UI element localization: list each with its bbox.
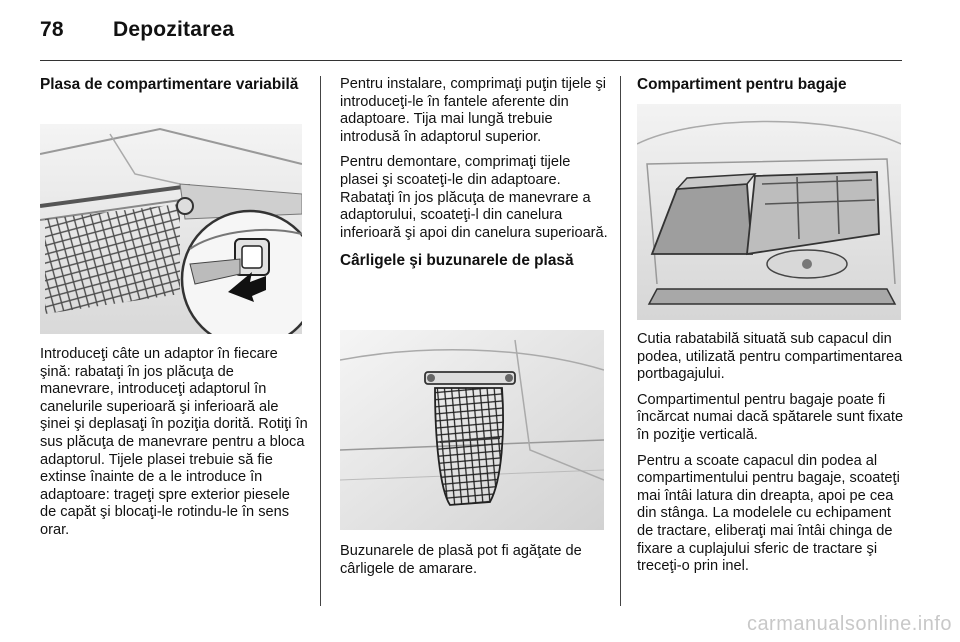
page-number: 78	[40, 18, 64, 41]
net-pocket-illustration	[340, 330, 604, 530]
column-divider-right	[620, 76, 621, 606]
floor-cover-removal-paragraph: Pentru a scoate capacul din podea al compartimentului pentru bagaje, scoateţi mai întâi latura din dreapta, apoi pe cea din stânga. La modelele cu echipament de tractare, eliberaţi mai întâi chinga de fixare a cuplajului sferic de tractare şi treceţi-o prin inel.	[637, 452, 900, 575]
cargo-net-adapter-illustration	[40, 124, 302, 334]
heading-hooks-pockets: Cârligele şi buzunarele de plasă	[340, 252, 574, 270]
column-3-body	[637, 331, 907, 584]
removal-paragraph: Pentru demontare, comprimaţi tijele plasei şi scoateţi-le din adaptoare. Rabataţi în jos plăcuţa de manevrare a adaptorului, scoateţi-l din canelura inferioară şi apoi din canelura superioară.	[340, 154, 608, 241]
heading-luggage-compartment: Compartiment pentru bagaje	[637, 76, 847, 93]
installation-paragraph: Pentru instalare, comprimaţi puţin tijele şi introduceţi-le în fantele aferente din adaptoare. Tija mai lungă trebuie introdusă în adaptorul superior.	[340, 76, 607, 145]
column-2	[340, 76, 608, 278]
section-title: Depozitarea	[113, 18, 235, 41]
net-pocket-caption: Buzunarele de plasă pot fi agăţate de cârligele de amarare.	[340, 543, 582, 577]
loading-condition-paragraph: Compartimentul pentru bagaje poate fi încărcat numai dacă spătarele sunt fixate în poziţie verticală.	[637, 391, 904, 443]
column-3	[637, 76, 905, 102]
column-2-body	[340, 543, 610, 586]
heading-cargo-net: Plasa de compartimentare variabilă	[40, 76, 299, 93]
folding-box-paragraph: Cutia rabatabilă situată sub capacul din podea, utilizată pentru compartimentarea portbagajului.	[637, 331, 903, 383]
luggage-compartment-illustration	[637, 104, 901, 320]
column-divider-left	[320, 76, 321, 606]
cargo-net-instructions: Introduceţi câte un adaptor în fiecare şină: rabataţi în jos plăcuţa de manevrare, introduceţi adaptorul în canelurile superioară şi inferioară ale şinei şi deplasaţi în poziţia dorită. Rotiţi în sus plăcuţa de manevrare pentru a bloca adaptorul. Tijele plasei trebuie să fie extinse înainte de a le introduce în adaptoare: trageţi spre exterior piesele de capăt şi blocaţi-le rotindu-le în sens orar.	[40, 346, 308, 538]
watermark: carmanualsonline.info	[746, 613, 952, 635]
column-1	[40, 76, 308, 102]
column-1-body	[40, 346, 308, 548]
header-rule	[40, 60, 902, 61]
